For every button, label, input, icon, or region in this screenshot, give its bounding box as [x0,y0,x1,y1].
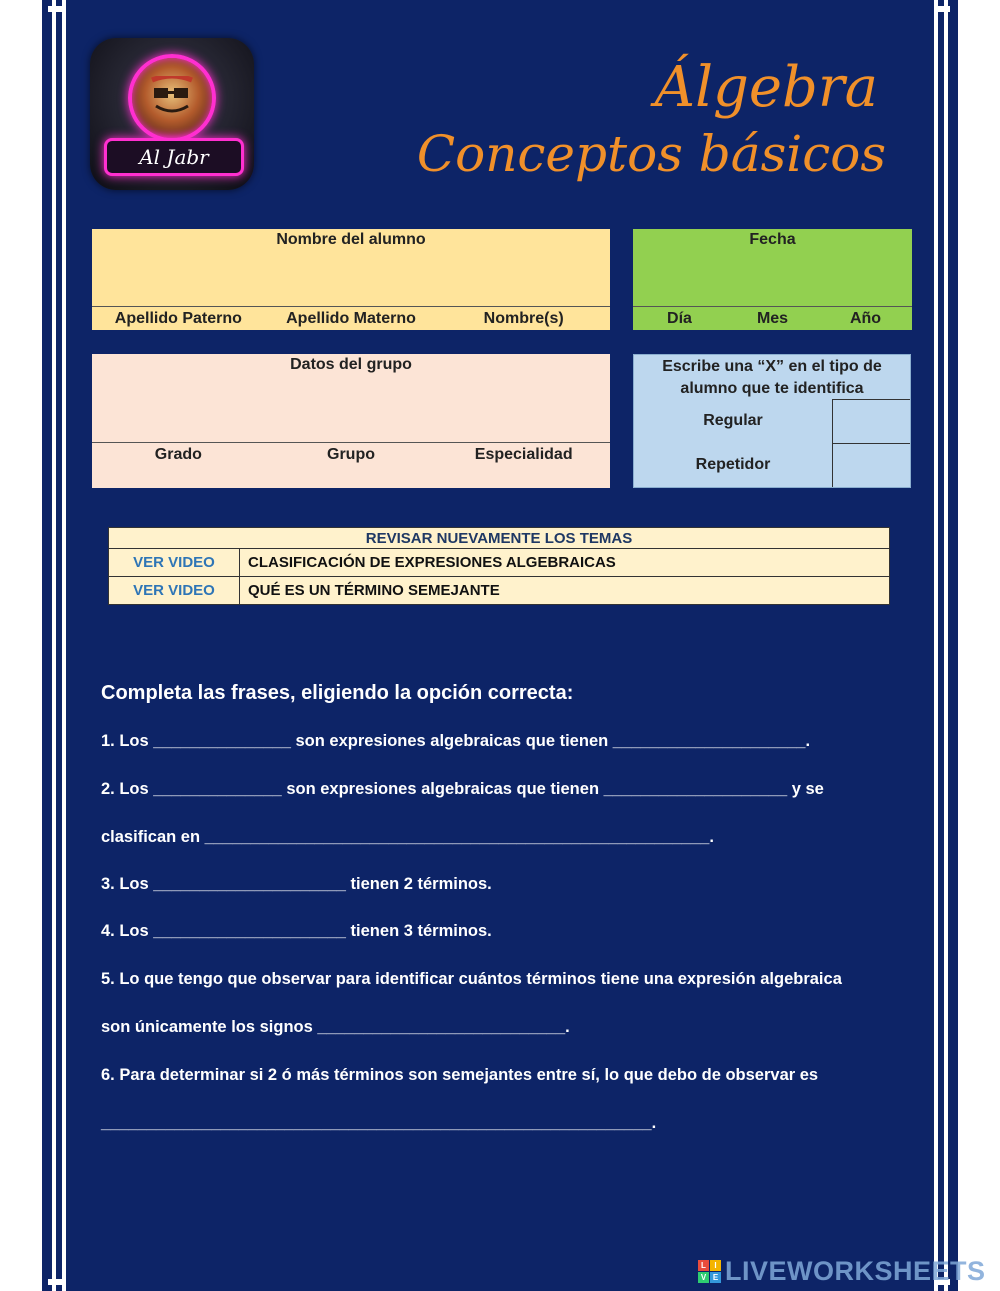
field-apellido-paterno: Apellido Paterno [114,310,242,327]
logo-letter: I [710,1260,721,1271]
option-regular-input[interactable] [832,399,910,443]
review-topic: QUÉ ES UN TÉRMINO SEMEJANTE [240,577,890,605]
frame-line-left-inner [62,0,66,1291]
liveworksheets-logo-icon [698,1260,721,1283]
question-line[interactable]: 1. Los _______________ son expresiones algebraicas que tienen _____________________. [101,732,811,750]
logo-label: Al Jabr [104,138,244,176]
al-jabr-logo [90,38,254,190]
student-name-box[interactable] [92,229,610,330]
review-topic: CLASIFICACIÓN DE EXPRESIONES ALGEBRAICAS [240,549,890,577]
option-regular-row [634,399,910,443]
frame-line-right-outer [944,0,948,1291]
question-line[interactable]: clasifican en _______________________________________________________. [101,828,714,846]
exercise-title: Completa las frases, eligiendo la opción correcta: [101,682,574,704]
field-dia: Día [667,310,692,327]
logo-portrait-icon [128,54,216,142]
option-repetidor-label: Repetidor [695,456,771,473]
date-title: Fecha [749,231,796,248]
ver-video-link[interactable]: VER VIDEO [109,549,240,577]
review-topics-table [108,527,890,605]
field-mes: Mes [756,310,789,327]
ver-video-link[interactable]: VER VIDEO [109,577,240,605]
group-data-box[interactable] [92,354,610,488]
field-apellido-materno: Apellido Materno [286,310,416,327]
frame-corner [934,6,950,12]
logo-letter: L [698,1260,709,1271]
question-line[interactable]: son únicamente los signos ___________________________. [101,1018,570,1036]
logo-letter: E [710,1272,721,1283]
field-grado: Grado [154,446,202,463]
option-repetidor-input[interactable] [832,443,910,487]
student-type-instruction: Escribe una “X” en el tipo de alumno que te identifica [662,358,882,397]
table-row [109,577,890,605]
page-title: Álgebra [654,55,878,120]
date-box[interactable] [633,229,912,330]
field-ano: Año [849,310,882,327]
frame-line-right-inner [934,0,938,1291]
frame-corner [48,1279,64,1285]
logo-letter: V [698,1272,709,1283]
option-regular-label: Regular [703,412,763,429]
liveworksheets-watermark [698,1256,986,1286]
question-line: 5. Lo que tengo que observar para identificar cuántos términos tiene una expresión algebraica [101,970,842,988]
watermark-text: LIVEWORKSHEETS [725,1255,986,1286]
review-header: REVISAR NUEVAMENTE LOS TEMAS [109,528,890,549]
student-type-box [633,354,911,488]
question-line[interactable]: 3. Los _____________________ tienen 2 términos. [101,875,492,893]
question-line[interactable]: ____________________________________________________________. [101,1114,657,1132]
frame-line-left-outer [52,0,56,1291]
student-name-title: Nombre del alumno [276,231,426,248]
field-especialidad: Especialidad [474,446,573,463]
question-line: 6. Para determinar si 2 ó más términos son semejantes entre sí, lo que debo de observar es [101,1066,819,1084]
option-repetidor-row [634,443,910,487]
group-data-title: Datos del grupo [290,356,412,373]
face-icon [148,76,196,116]
field-nombre: Nombre(s) [483,310,564,327]
field-grupo: Grupo [327,446,375,463]
question-line[interactable]: 2. Los ______________ son expresiones algebraicas que tienen ____________________ y se [101,780,824,798]
page-subtitle: Conceptos básicos [416,125,886,183]
question-line[interactable]: 4. Los _____________________ tienen 3 términos. [101,922,492,940]
worksheet-page [42,0,958,1291]
table-row [109,549,890,577]
frame-corner [48,6,64,12]
